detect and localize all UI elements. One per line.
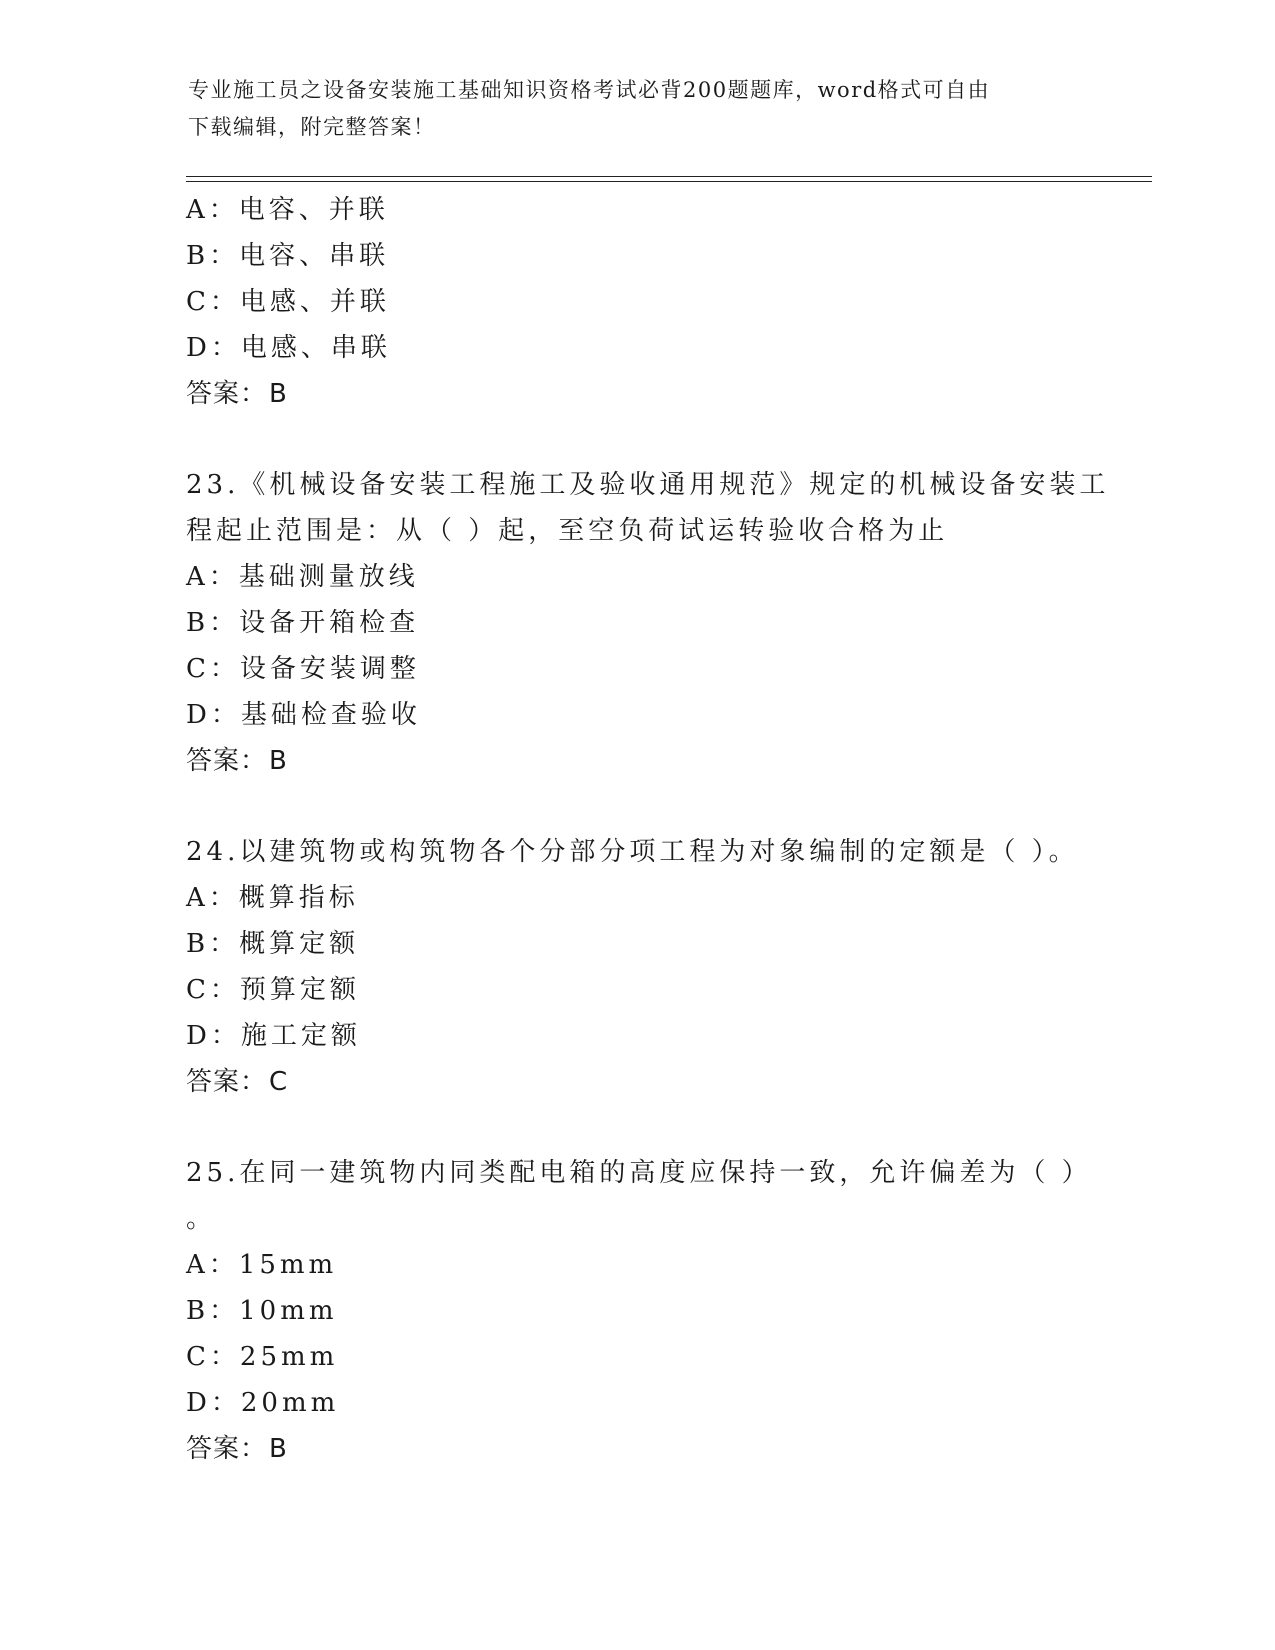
option-b: [186, 233, 1146, 279]
option-a: [186, 875, 1146, 921]
option-text: 施工定额: [240, 1021, 361, 1051]
option-text: 预算定额: [239, 975, 360, 1005]
option-text: 电容、串联: [239, 241, 390, 271]
question-24: [186, 829, 1146, 1105]
answer-value: B: [269, 746, 288, 776]
answer-value: B: [269, 1434, 288, 1464]
option-letter: A：: [186, 562, 239, 592]
answer-label: 答案：: [186, 1067, 268, 1097]
option-d: [186, 1380, 1146, 1426]
document-header: [188, 72, 1088, 146]
option-b: [186, 921, 1146, 967]
option-letter: A：: [186, 195, 239, 225]
question-list: [186, 187, 1146, 1472]
option-text: 15mm: [238, 1250, 338, 1280]
question-25: [186, 1150, 1146, 1472]
option-text: 电感、并联: [239, 287, 390, 317]
option-a: [186, 187, 1146, 233]
answer-line: [186, 371, 1146, 417]
answer-line: [186, 1426, 1146, 1472]
question-text-line-1: 24.以建筑物或构筑物各个分部分项工程为对象编制的定额是（ ）。: [186, 837, 1079, 867]
option-letter: B：: [186, 1296, 240, 1326]
header-line-2: 下载编辑，附完整答案！: [188, 115, 436, 139]
question-text-line-2: 。: [186, 1204, 217, 1234]
answer-value: B: [269, 379, 288, 409]
question-23: [186, 462, 1146, 784]
spacer: [186, 417, 1146, 462]
option-c: [186, 1334, 1146, 1380]
option-text: 设备开箱检查: [239, 608, 420, 638]
option-b: [186, 600, 1146, 646]
answer-label: 答案：: [186, 379, 268, 409]
header-divider-bottom: [186, 181, 1152, 182]
question-text-line-1: 23.《机械设备安装工程施工及验收通用规范》规定的机械设备安装工: [186, 470, 1110, 500]
option-d: [186, 1013, 1146, 1059]
spacer: [186, 1105, 1146, 1150]
option-letter: B：: [186, 929, 240, 959]
option-letter: A：: [186, 1250, 239, 1280]
option-letter: D：: [186, 1388, 241, 1418]
option-text: 设备安装调整: [239, 654, 420, 684]
spacer: [186, 784, 1146, 829]
answer-label: 答案：: [186, 1434, 268, 1464]
header-line-1: 专业施工员之设备安装施工基础知识资格考试必背200题题库，word格式可自由: [188, 78, 991, 102]
option-d: [186, 325, 1146, 371]
answer-label: 答案：: [186, 746, 268, 776]
option-letter: D：: [186, 700, 241, 730]
option-text: 基础检查验收: [240, 700, 421, 730]
option-text: 电容、并联: [238, 195, 389, 225]
answer-value: C: [269, 1067, 289, 1097]
option-text: 电感、串联: [240, 333, 391, 363]
question-text-line-2: 程起止范围是：从（ ）起，至空负荷试运转验收合格为止: [186, 516, 949, 546]
option-letter: C：: [186, 1342, 240, 1372]
option-text: 概算指标: [238, 883, 359, 913]
option-c: [186, 967, 1146, 1013]
option-text: 10mm: [239, 1296, 338, 1326]
option-letter: B：: [186, 241, 240, 271]
answer-line: [186, 738, 1146, 784]
option-c: [186, 279, 1146, 325]
answer-line: [186, 1059, 1146, 1105]
option-letter: C：: [186, 975, 240, 1005]
question-22: [186, 187, 1146, 417]
option-letter: C：: [186, 654, 240, 684]
option-a: [186, 554, 1146, 600]
header-divider-top: [186, 176, 1152, 177]
option-text: 概算定额: [239, 929, 360, 959]
option-d: [186, 692, 1146, 738]
option-letter: C：: [186, 287, 240, 317]
question-text-line-1: 25.在同一建筑物内同类配电箱的高度应保持一致，允许偏差为（ ）: [186, 1158, 1092, 1188]
option-text: 25mm: [239, 1342, 339, 1372]
option-b: [186, 1288, 1146, 1334]
option-c: [186, 646, 1146, 692]
option-letter: D：: [186, 333, 241, 363]
option-letter: A：: [186, 883, 239, 913]
option-text: 基础测量放线: [238, 562, 419, 592]
option-a: [186, 1242, 1146, 1288]
option-text: 20mm: [240, 1388, 340, 1418]
option-letter: B：: [186, 608, 240, 638]
option-letter: D：: [186, 1021, 241, 1051]
